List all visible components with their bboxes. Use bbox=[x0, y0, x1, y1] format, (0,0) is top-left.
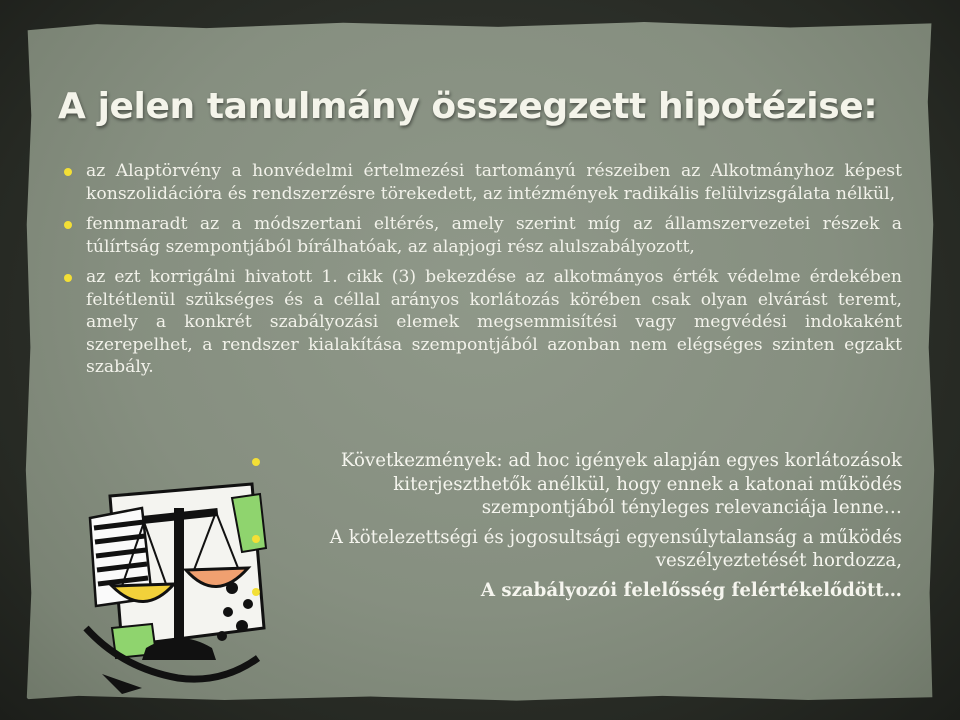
bullet-dot-icon bbox=[252, 588, 260, 596]
consequence-item bbox=[250, 579, 902, 603]
main-bullet-list bbox=[62, 160, 902, 387]
main-bullet-item bbox=[62, 266, 902, 379]
main-bullet-item bbox=[62, 213, 902, 258]
bullet-dot-icon bbox=[64, 274, 72, 282]
bullet-dot-icon bbox=[252, 458, 260, 466]
bullet-dot-icon bbox=[64, 168, 72, 176]
consequence-text: A kötelezettségi és jogosultsági egyensúlytalanság a működés veszélyeztetését hordozza, bbox=[329, 526, 902, 571]
consequence-text: A szabályozói felelősség felértékelődött… bbox=[480, 579, 902, 601]
consequence-item bbox=[250, 449, 902, 520]
main-bullet-text: az Alaptörvény a honvédelmi értelmezési tartományú részeiben az Alkotmányhoz képest konszolidációra és rendszerzésre törekedett, az intézmények radikális felülvizsgálata nélkül, bbox=[86, 161, 902, 204]
main-bullet-item bbox=[62, 160, 902, 205]
bullet-dot-icon bbox=[64, 221, 72, 229]
main-bullet-text: fennmaradt az a módszertani eltérés, amely szerint míg az államszervezetei részek a túlírtság szempontjából bírálhatóak, az alapjogi rész alulszabályozott, bbox=[86, 214, 902, 257]
consequences-bullet-list bbox=[250, 449, 902, 608]
consequence-text: Következmények: ad hoc igények alapján egyes korlátozások kiterjeszthetők anélkül, hogy ennek a katonai működés szempontjából tényleges relevanciája lenne… bbox=[340, 450, 902, 518]
bullet-dot-icon bbox=[252, 535, 260, 543]
slide-title: A jelen tanulmány összegzett hipotézise: bbox=[58, 86, 878, 127]
main-bullet-text: az ezt korrigálni hivatott 1. cikk (3) bekezdése az alkotmányos érték védelme érdekében feltétlenül szükséges és a céllal arányos korlátozás körében csak olyan elvárást teremt, amely a konkrét szabályozási elemek megsemmisítési vagy megvédési indokaként szerepelhet, a rendszer kialakítása szempontjából azonban nem elégséges szinten egzakt szabály. bbox=[86, 267, 902, 377]
consequence-item bbox=[250, 526, 902, 573]
scales-of-justice-icon bbox=[82, 478, 272, 698]
